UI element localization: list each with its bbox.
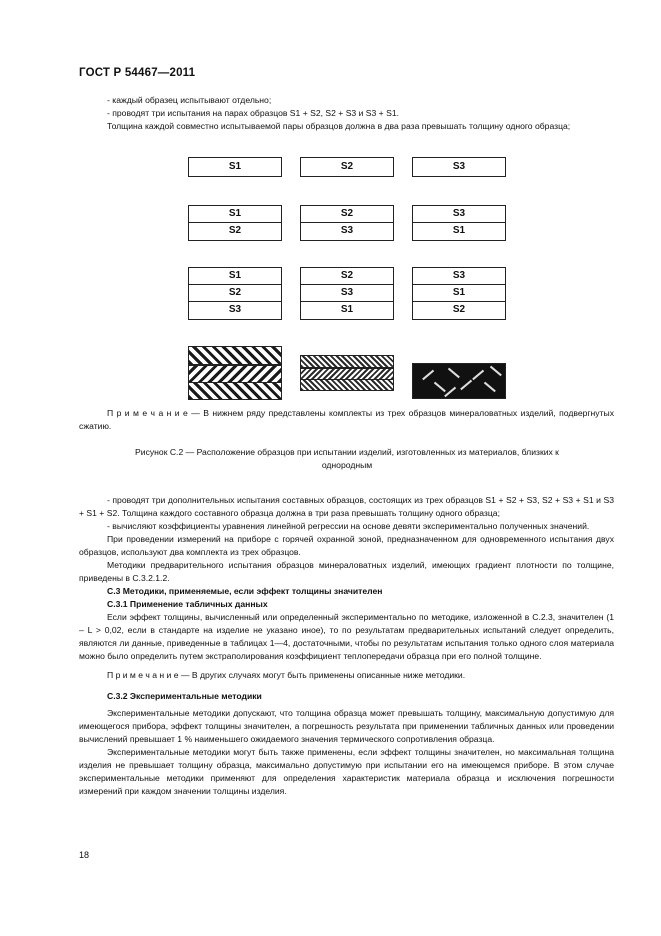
specimen-label: S1 <box>413 285 505 302</box>
figure-note-text: П р и м е ч а н и е — В нижнем ряду представлены комплекты из трех образцов минераловатных изделий, подвергнутых сжатию. <box>79 408 614 431</box>
hatched-layer <box>301 379 393 390</box>
specimen-label: S3 <box>301 285 393 302</box>
specimen-stack-triple-2 <box>300 267 394 320</box>
specimen-stack-pair-3 <box>412 205 506 241</box>
fiber-mark <box>490 366 502 376</box>
body-text <box>79 494 614 798</box>
layer-divider <box>301 367 393 369</box>
fiber-mark <box>460 380 472 390</box>
hatched-layer <box>189 347 281 364</box>
intro-bullet-1: - каждый образец испытывают отдельно; <box>107 95 272 105</box>
specimen-label: S3 <box>413 206 505 223</box>
fiber-mark <box>448 368 460 378</box>
specimen-stack-triple-1 <box>188 267 282 320</box>
specimen-stack-single-2 <box>300 157 394 177</box>
document-header: ГОСТ Р 54467—2011 <box>79 67 196 79</box>
section-heading-c32: С.3.2 Экспериментальные методики <box>107 691 262 701</box>
compressed-sample-set-2 <box>300 355 394 391</box>
intro-bullet-2: - проводят три испытания на парах образцов S1 + S2, S2 + S3 и S3 + S1. <box>107 108 399 118</box>
specimen-label: S3 <box>413 268 505 285</box>
fiber-mark <box>422 370 434 380</box>
page-number: 18 <box>79 850 90 860</box>
specimen-stack-single-3 <box>412 157 506 177</box>
figure-caption <box>112 446 582 472</box>
specimen-stack-pair-1 <box>188 205 282 241</box>
layer-divider <box>189 364 281 366</box>
specimen-label: S1 <box>189 268 281 285</box>
figure-caption-text: Рисунок С.2 — Расположение образцов при испытании изделий, изготовленных из материалов, близких к однородным <box>135 447 559 470</box>
layer-divider <box>189 382 281 384</box>
section-heading-c31: С.3.1 Применение табличных данных <box>107 599 268 609</box>
body-bullet-3: - проводят три дополнительных испытания составных образцов, состоящих из трех образцов S1 + S2 + S3, S2 + S3 + S1 и S3 + S1 + S2. Толщина каждого составного образца должна в три раза превышать толщину одного образца; <box>79 495 614 518</box>
figure-note <box>79 407 614 433</box>
specimen-label: S1 <box>228 161 242 172</box>
specimen-label: S1 <box>340 304 354 315</box>
fiber-mark <box>444 387 456 397</box>
body-paragraph-4: Экспериментальные методики допускают, что толщина образца может превышать толщину, максимальную допустимую для имеющегося прибора, эффект толщины значителен, а погрешность результата при применении табличных данных или проведении вычислений превышает 1 % наименьшего ожидаемого значения термического сопротивления образца. <box>79 708 614 744</box>
specimen-label: S2 <box>228 225 242 236</box>
layer-divider <box>301 379 393 381</box>
body-paragraph-3: Если эффект толщины, вычисленный или определенный экспериментально по методике, изложенной в С.2.3, значителен (1 – L > 0,02, если в стандарте на изделие не указано иное), то по результатам предварительных испытаний следует определить, являются ли данные, приведенные в таблицах 1—4, достаточными, чтобы по результатам испытания только одного слоя материала можно было определить путем экстраполирования коэффициент теплопередачи образца при его полной толщине. <box>79 612 614 661</box>
specimen-label: S3 <box>340 225 354 236</box>
specimen-label: S3 <box>228 304 242 315</box>
body-paragraph-1: При проведении измерений на приборе с горячей охранной зоной, предназначенном для одновременного испытания двух образцов, используют два комплекта из трех образцов. <box>79 534 614 557</box>
hatched-layer <box>301 367 393 379</box>
fiber-mark <box>472 370 484 380</box>
hatched-layer <box>301 356 393 367</box>
specimen-label: S2 <box>340 161 354 172</box>
specimen-label: S1 <box>452 225 466 236</box>
specimen-label: S2 <box>452 304 466 315</box>
body-paragraph-5: Экспериментальные методики могут быть также применены, если эффект толщины значителен, но максимальная толщина изделия не превышает толщину образца, максимально допустимую при испытании его на имеющемся приборе. В этом случае экспериментальные методики применяют для определения характеристик материала образца и исключения погрешности измерений при каждом значении толщины изделия. <box>79 747 614 796</box>
specimen-stack-triple-3 <box>412 267 506 320</box>
specimen-stack-single-1 <box>188 157 282 177</box>
body-paragraph-2: Методики предварительного испытания образцов минераловатных изделий, имеющих градиент плотности по толщине, приведены в С.3.2.1.2. <box>79 560 614 583</box>
specimen-label: S2 <box>301 268 393 285</box>
specimen-label: S2 <box>189 285 281 302</box>
section-heading-c3: С.3 Методики, применяемые, если эффект толщины значителен <box>107 586 383 596</box>
specimen-label: S1 <box>189 206 281 223</box>
hatched-layer <box>189 382 281 399</box>
fiber-mark <box>434 382 446 392</box>
compressed-sample-set-1 <box>188 346 282 400</box>
specimen-stack-pair-2 <box>300 205 394 241</box>
specimen-label: S3 <box>452 161 466 172</box>
intro-paragraph: Толщина каждой совместно испытываемой пары образцов должна в два раза превышать толщину одного образца; <box>107 121 571 131</box>
specimen-label: S2 <box>301 206 393 223</box>
body-bullet-4: - вычисляют коэффициенты уравнения линейной регрессии на основе девяти экспериментально полученных значений. <box>107 521 590 531</box>
intro-text <box>79 94 614 133</box>
fiber-mark <box>484 382 496 392</box>
hatched-layer <box>189 364 281 382</box>
body-note-2: П р и м е ч а н и е — В других случаях могут быть применены описанные ниже методики. <box>107 670 466 680</box>
compressed-sample-set-3 <box>412 363 506 399</box>
